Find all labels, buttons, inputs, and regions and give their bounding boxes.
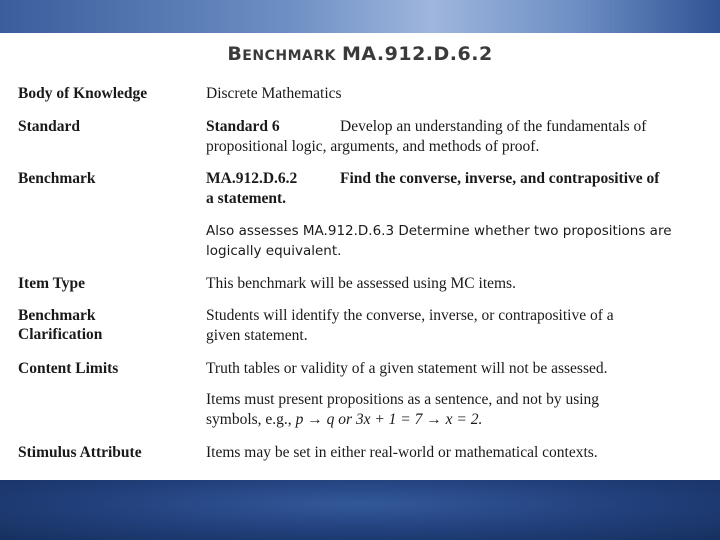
title-code: MA.912.D.6.2 (341, 43, 493, 65)
value-item-type: This benchmark will be assessed using MC items. (206, 275, 516, 292)
top-decorative-band (0, 0, 720, 33)
page-title (0, 43, 720, 65)
benchmark-text-line1: Find the converse, inverse, and contrapositive of (340, 170, 660, 187)
content-limits-math: p → q or 3x + 1 = 7 → x = 2. (295, 411, 483, 428)
label-content-limits: Content Limits (18, 360, 119, 377)
value-benchmark (206, 169, 706, 209)
benchmark-text-line2: a statement. (206, 190, 287, 207)
title-word: ENCHMARK (242, 48, 336, 64)
label-benchmark-clarification (18, 306, 198, 344)
standard-text-line2: propositional logic, arguments, and methods of proof. (206, 138, 540, 155)
clarification-label-line1: Benchmark (18, 307, 96, 324)
content-limits-line3-prefix: symbols, e.g., (206, 411, 296, 428)
label-benchmark: Benchmark (18, 170, 96, 187)
benchmark-code: MA.912.D.6.2 (206, 170, 298, 187)
clarification-label-line2: Clarification (18, 326, 103, 343)
value-stimulus-attribute: Items may be set in either real-world or mathematical contexts. (206, 444, 598, 461)
clarification-line1: Students will identify the converse, inverse, or contrapositive of a (206, 307, 614, 324)
standard-text-line1: Develop an understanding of the fundamentals of (340, 118, 647, 135)
value-benchmark-clarification (206, 306, 706, 346)
also-line1: Also assesses MA.912.D.6.3 Determine whether two propositions are (206, 223, 672, 239)
content-limits-line1: Truth tables or validity of a given statement will not be assessed. (206, 360, 608, 377)
value-content-limits-2 (206, 390, 706, 430)
benchmark-also-assesses (206, 221, 706, 261)
value-body-of-knowledge: Discrete Mathematics (206, 85, 342, 102)
slide-content (0, 33, 720, 480)
bottom-decorative-band (0, 480, 720, 540)
content-limits-line2: Items must present propositions as a sentence, and not by using (206, 391, 600, 408)
label-stimulus-attribute: Stimulus Attribute (18, 444, 142, 461)
standard-number: Standard 6 (206, 118, 280, 135)
value-standard (206, 117, 706, 157)
title-initial: B (227, 43, 243, 65)
label-standard: Standard (18, 118, 81, 135)
label-body-of-knowledge: Body of Knowledge (18, 85, 148, 102)
label-item-type: Item Type (18, 275, 86, 292)
also-line2: logically equivalent. (206, 243, 342, 259)
clarification-line2: given statement. (206, 327, 308, 344)
